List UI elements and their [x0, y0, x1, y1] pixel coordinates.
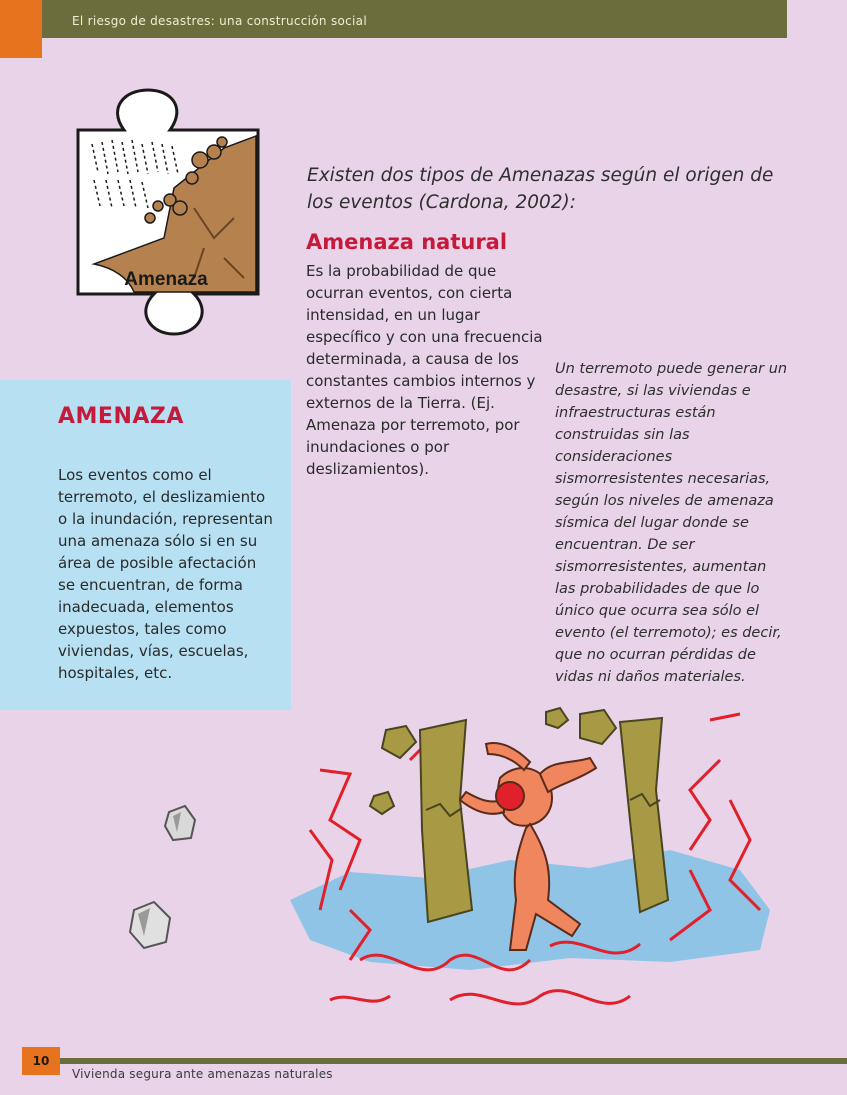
- page-number: 10: [22, 1047, 60, 1075]
- section-heading-natural: Amenaza natural: [306, 230, 508, 254]
- orange-tab: [0, 0, 42, 58]
- definition-text: Los eventos como el terremoto, el deslizamiento o la inundación, representan una amenaza sólo si en su área de posible afectación se encuentran, de forma inadecuada, elementos expuestos, tales como viviendas, vías, escuelas, hospitales, etc.: [58, 466, 273, 682]
- definition-box: [0, 380, 291, 710]
- footer-title: Vivienda segura ante amenazas naturales: [72, 1067, 333, 1081]
- definition-title: AMENAZA: [58, 404, 184, 429]
- puzzle-label: Amenaza: [124, 269, 208, 290]
- rock-icon: [126, 900, 174, 952]
- rock-icon: [163, 804, 199, 844]
- header-bar: [24, 0, 787, 38]
- earthquake-illustration: [290, 700, 790, 1040]
- amenaza-puzzle-icon: [74, 88, 264, 338]
- intro-text: Existen dos tipos de Amenazas según el origen de los eventos (Cardona, 2002):: [307, 165, 774, 213]
- earthquake-quote: Un terremoto puede generar un desastre, si las viviendas e infraestructuras están construidas sin las consideraciones sismorresistentes necesarias, según los niveles de amenaza sísmica del lugar donde se encuentran. De ser sismorresistentes, aumentan las probabilidades de que lo único que ocurra sea sólo el evento (el terremoto); es decir, que no ocurran pérdidas de vidas ni daños materiales.: [555, 361, 788, 685]
- natural-threat-text: Es la probabilidad de que ocurran eventos, con cierta intensidad, en un lugar específico y con una frecuencia determinada, a causa de los constantes cambios internos y externos de la Tierra. (Ej. Amenaza por terremoto, por inundaciones o por deslizamientos).: [306, 262, 543, 478]
- footer-line: [60, 1058, 847, 1064]
- header-title: El riesgo de desastres: una construcción social: [72, 14, 367, 28]
